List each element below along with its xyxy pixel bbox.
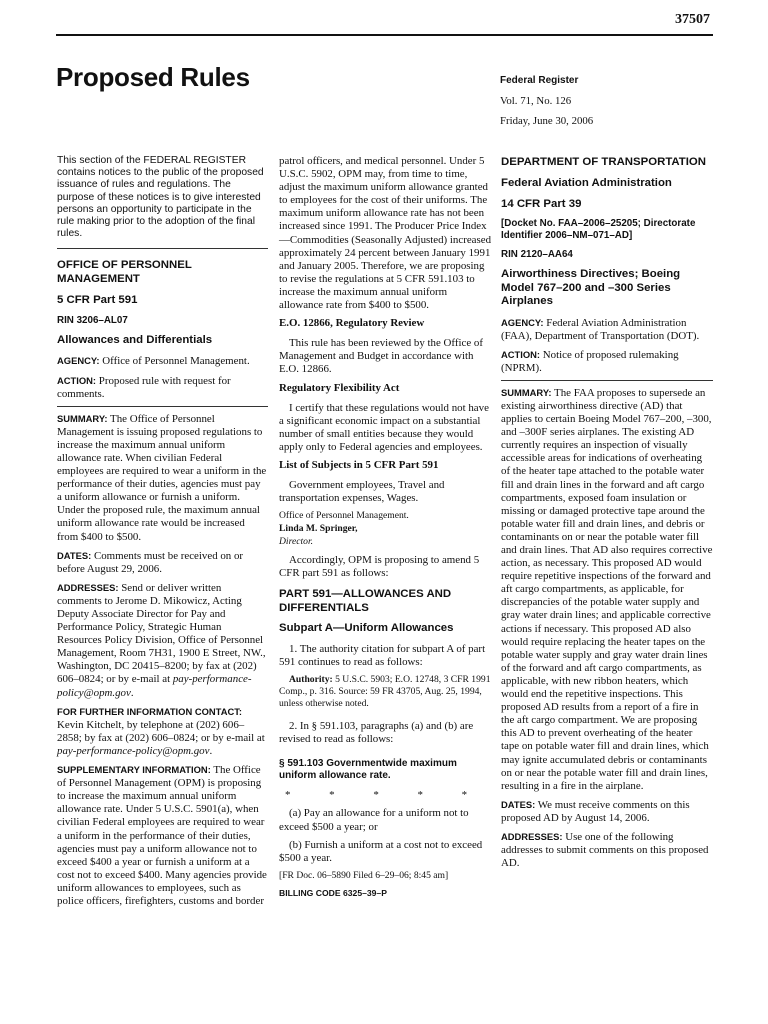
faa-action-paragraph bbox=[501, 348, 713, 375]
continued-paragraph: patrol officers, and medical personnel. Under 5 U.S.C. 5902, OPM may, from time to time, adjust the maximum uniform allowance granted to employees for the cost of their uniforms. The maximum uniform allowance rate has not been increased since 1991. The Producer Price Index—Commodities (Seasonally Adjusted) increased approximately 24 percent between January 1991 and January 2005. Therefore, we are proposing to revise the regulations at 5 CFR 591.103 to increase the maximum annual uniform allowance rate from $400 to $500. bbox=[279, 155, 492, 312]
rin: RIN 3206–AL07 bbox=[57, 314, 128, 326]
eo-heading: E.O. 12866, Regulatory Review bbox=[279, 317, 425, 330]
authority-paragraph bbox=[279, 674, 492, 710]
register-volume: Vol. 71, No. 126 bbox=[500, 95, 572, 107]
amendment-item-2: 2. In § 591.103, paragraphs (a) and (b) are revised to read as follows: bbox=[279, 720, 474, 746]
supplementary-text: The Office of Personnel Management (OPM) is proposing to increase the maximum annual uniform allowance rate. Under 5 U.S.C. 5901(a), when civilian Federal employees are required to wear a uniform in the performance of their duties, agencies must pay a uniform allowance not to exceed $400 a year or furnish a uniform at a cost not to exceed $400. Many agencies provide uniform allowances to employees, such as police officers, firefighters, customs and border bbox=[57, 764, 267, 907]
column-1 bbox=[57, 155, 268, 913]
rfa-heading: Regulatory Flexibility Act bbox=[279, 381, 400, 394]
agency-heading: OFFICE OF PERSONNEL MANAGEMENT bbox=[57, 259, 192, 286]
divider bbox=[57, 406, 268, 407]
action-paragraph bbox=[57, 374, 268, 401]
supplementary-paragraph bbox=[57, 763, 268, 908]
signer-title: Director. bbox=[279, 536, 314, 548]
dates-label: DATES: bbox=[57, 549, 92, 561]
faa-action-label: ACTION: bbox=[501, 348, 541, 360]
department-heading: DEPARTMENT OF TRANSPORTATION bbox=[501, 156, 707, 168]
part-heading: PART 591—ALLOWANCES AND DIFFERENTIALS bbox=[279, 588, 452, 614]
agency-label: AGENCY: bbox=[57, 355, 100, 367]
signer-org: Office of Personnel Management. bbox=[279, 510, 409, 522]
summary-text: The Office of Personnel Management is issuing proposed regulations to increase the maximum annual uniform allowance rate. When civilian Federal employees are required to wear a uniform in the performance of their duties, agencies must pay a uniform allowance or furnish a uniform. Under the proposed rule, the maximum annual uniform allowance rate would be increased from $400 to $500. bbox=[57, 412, 267, 543]
paragraph-a: (a) Pay an allowance for a uniform not to exceed $500 a year; or bbox=[279, 807, 469, 833]
omission-stars: * * * * * bbox=[285, 789, 486, 802]
summary-label: SUMMARY: bbox=[57, 412, 108, 424]
subpart-heading: Subpart A—Uniform Allowances bbox=[279, 622, 454, 635]
amendment-item-1: 1. The authority citation for subpart A of part 591 continues to read as follows: bbox=[279, 642, 486, 669]
rfa-text: I certify that these regulations would not have a significant economic impact on a substantial number of small entities because they would apply only to Federal agencies and employees. bbox=[279, 401, 489, 453]
docket-number: [Docket No. FAA–2006–25205; Directorate Identifier 2006–NM–071–AD] bbox=[501, 218, 696, 241]
rin-faa: RIN 2120–AA64 bbox=[501, 249, 573, 260]
further-info-paragraph: FOR FURTHER INFORMATION CONTACT: Kevin Kitchelt, by telephone at (202) 606–2858; by fax at (202) 606–0824; or by e-mail at pay-performance-policy@opm.gov. bbox=[57, 705, 265, 757]
section-intro: This section of the FEDERAL REGISTER contains notices to the public of the proposed issuance of rules and regulations. The purpose of these notices is to give interested persons an opportunity to participate in the rule making prior to the adoption of the final rules. bbox=[57, 155, 264, 240]
accordingly-text: Accordingly, OPM is proposing to amend 5 CFR part 591 as follows: bbox=[279, 554, 480, 580]
faa-summary-paragraph bbox=[501, 386, 713, 793]
agency-text: Office of Personnel Management. bbox=[102, 355, 250, 368]
supplementary-label: SUPPLEMENTARY INFORMATION: bbox=[57, 764, 211, 776]
action-text: Proposed rule with request for comments. bbox=[57, 374, 231, 400]
page-number: 37507 bbox=[675, 12, 710, 27]
ad-title: Airworthiness Directives; Boeing Model 767–200 and –300 Series Airplanes bbox=[501, 268, 681, 307]
further-info-label: FOR FURTHER INFORMATION CONTACT: bbox=[57, 705, 243, 717]
rule-subject: Allowances and Differentials bbox=[57, 333, 213, 346]
faa-dates-paragraph bbox=[501, 798, 713, 825]
paragraph-b: (b) Furnish a uniform at a cost not to exceed $500 a year. bbox=[279, 838, 483, 864]
faa-dates-text: We must receive comments on this proposed AD by August 14, 2006. bbox=[501, 798, 690, 824]
subjects-heading: List of Subjects in 5 CFR Part 591 bbox=[279, 458, 439, 471]
faa-agency-text: Federal Aviation Administration (FAA), Department of Transportation (DOT). bbox=[501, 316, 700, 342]
dates-paragraph bbox=[57, 549, 268, 576]
addresses-paragraph: ADDRESSES: Send or deliver written comments to Jerome D. Mikowicz, Acting Deputy Associate Director for Pay and Performance Policy, Strategic Human Resources Policy Division, Office of Personnel Management, Room 7H31, 1900 E Street, NW., Washington, DC 20415–8200; by fax at (202) 606–0824; or by e-mail at pay-performance-policy@opm.gov. bbox=[57, 581, 266, 699]
register-name: Federal Register bbox=[500, 75, 579, 86]
faa-summary-text: The FAA proposes to supersede an existing airworthiness directive (AD) that applies to certain Boeing Model 767–200, –300, and –300F series airplanes. The existing AD currently requires an inspection of visually accessible areas for indications of overheating of the heater tape attached to the potable water fill and drain lines in the forward and aft cargo compartments, exposed foam insulation or missing or damaged protective tape around the potable water fill and drain lines, and debris or contaminants on or near the potable water fill and drain lines. That AD also requires corrective action, as necessary. This proposed AD would require repetitive inspections of the forward and aft cargo compartments, as applicable, for discrepancies of the potable water supply and gray water drain lines; and applicable corrective actions if necessary. This proposed AD also would require replacing the heater tapes on the potable water supply and gray water drain lines of the forward and aft cargo compartments, as applicable, with new ribbon heaters, which would end the repetitive inspections. This proposed AD results from a report of a fire in the aft cargo compartment. We are proposing this AD to prevent overheating of the heater tape on potable water fill and drain lines, which may ignite accumulated debris or contaminants on or near the potable water fill and drain lines, resulting in a fire in the airplane. bbox=[501, 386, 713, 792]
summary-paragraph bbox=[57, 412, 268, 544]
column-2 bbox=[279, 155, 492, 905]
faa-agency-label: AGENCY: bbox=[501, 316, 544, 328]
column-3 bbox=[501, 155, 713, 875]
section-heading: § 591.103 Governmentwide maximum uniform allowance rate. bbox=[279, 758, 457, 782]
faa-heading: Federal Aviation Administration bbox=[501, 177, 672, 189]
register-date: Friday, June 30, 2006 bbox=[500, 115, 594, 127]
cfr-part-14: 14 CFR Part 39 bbox=[501, 197, 582, 210]
fr-doc-line: [FR Doc. 06–5890 Filed 6–29–06; 8:45 am] bbox=[279, 869, 449, 881]
faa-addresses-text: Use one of the following addresses to submit comments on this proposed AD. bbox=[501, 830, 709, 870]
cfr-part: 5 CFR Part 591 bbox=[57, 294, 138, 307]
faa-summary-label: SUMMARY: bbox=[501, 386, 552, 398]
action-label: ACTION: bbox=[57, 374, 97, 386]
further-info-text: Kevin Kitchelt, by telephone at (202) 606–2858; by fax at (202) 606–0824; or by e-mail at bbox=[57, 718, 265, 744]
faa-action-text: Notice of proposed rulemaking (NPRM). bbox=[501, 348, 679, 374]
faa-addresses-paragraph bbox=[501, 830, 713, 870]
further-info-email[interactable]: pay-performance-policy@opm.gov bbox=[57, 744, 210, 757]
header-rule bbox=[56, 34, 713, 36]
dates-text: Comments must be received on or before August 29, 2006. bbox=[57, 549, 244, 575]
divider bbox=[57, 248, 268, 249]
addresses-label: ADDRESSES: bbox=[57, 581, 119, 593]
faa-agency-paragraph bbox=[501, 316, 713, 343]
authority-text: 5 U.S.C. 5903; E.O. 12748, 3 CFR 1991 Comp., p. 316. Source: 59 FR 43705, Aug. 25, 1994, unless otherwise noted. bbox=[279, 674, 491, 710]
agency-paragraph bbox=[57, 354, 268, 368]
page-title: Proposed Rules bbox=[56, 62, 250, 92]
register-meta bbox=[500, 71, 593, 131]
billing-code: BILLING CODE 6325–39–P bbox=[279, 887, 387, 898]
addresses-email[interactable]: pay-performance-policy@opm.gov bbox=[57, 673, 252, 699]
faa-dates-label: DATES: bbox=[501, 798, 536, 810]
divider bbox=[501, 380, 713, 381]
eo-text: This rule has been reviewed by the Office of Management and Budget in accordance with E.O. 12866. bbox=[279, 337, 483, 376]
subjects-text: Government employees, Travel and transportation expenses, Wages. bbox=[279, 479, 445, 505]
signer-name: Linda M. Springer, bbox=[279, 523, 358, 535]
faa-addresses-label: ADDRESSES: bbox=[501, 830, 563, 842]
addresses-text: Send or deliver written comments to Jerome D. Mikowicz, Acting Deputy Associate Director for Pay and Performance Policy, Strategic Human Resources Policy Division, Office of Personnel Management, Room 7H31, 1900 E Street, NW., Washington, DC 20415–8200; by fax at (202) 606–0824; or by e-mail at bbox=[57, 581, 266, 686]
authority-label: Authority: bbox=[289, 674, 333, 686]
